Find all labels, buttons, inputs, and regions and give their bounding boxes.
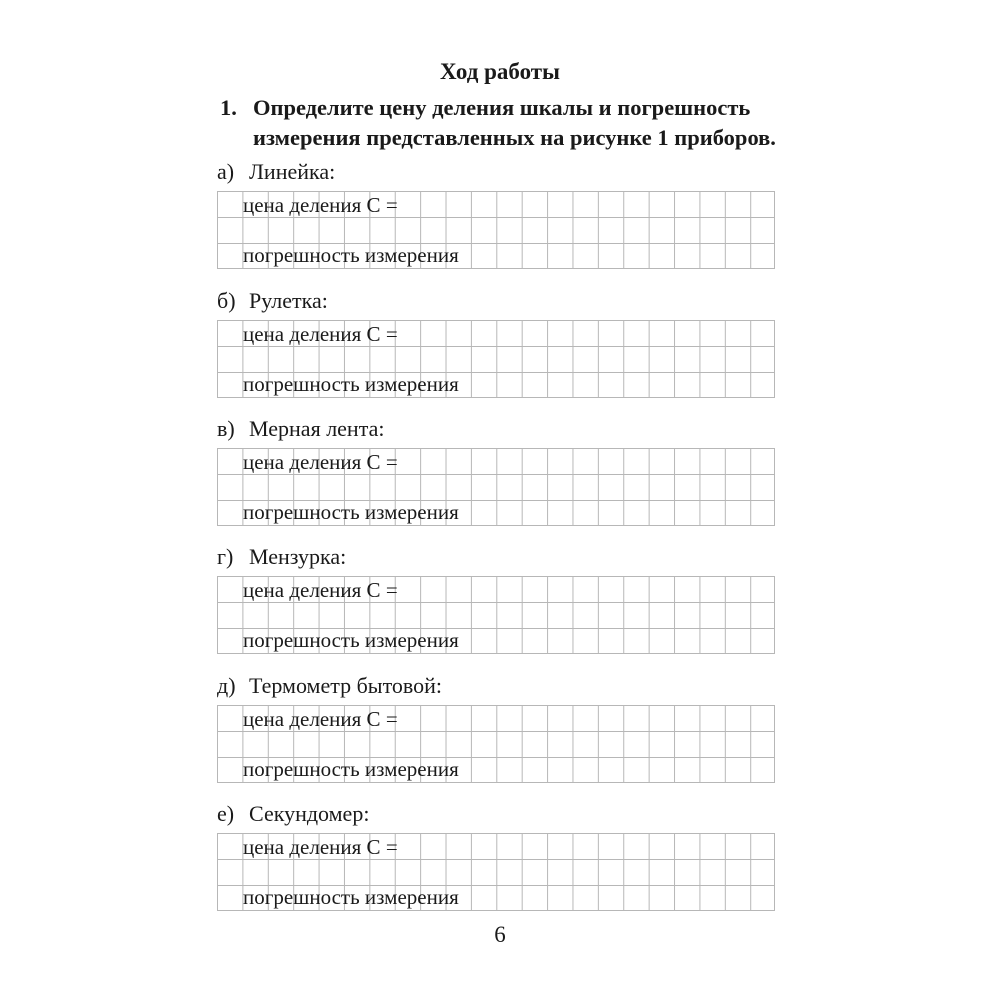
measurement-error-text: погрешность измерения <box>243 885 459 909</box>
task-1 <box>220 93 780 153</box>
item-label-thermometer <box>217 673 442 699</box>
measurement-error-text: погрешность измерения <box>243 757 459 781</box>
answer-grid-ruler[interactable] <box>217 191 775 269</box>
item-letter: б) <box>217 288 236 313</box>
page-number: 6 <box>494 922 506 947</box>
section-heading: Ход работы <box>439 59 561 84</box>
task-text: Определите цену деления шкалы и погрешность измерения представленных на рисунке 1 приборов. <box>253 95 776 150</box>
division-value-text: цена деления C = <box>243 322 398 346</box>
division-value-text: цена деления C = <box>243 193 398 217</box>
division-value-text: цена деления C = <box>243 835 398 859</box>
answer-grid-beaker[interactable] <box>217 576 775 654</box>
item-label-tape-measure <box>217 288 328 314</box>
item-label-beaker <box>217 544 346 570</box>
item-name: Мерная лента: <box>249 416 385 441</box>
measurement-error-text: погрешность измерения <box>243 500 459 524</box>
item-name: Термометр бытовой: <box>249 673 443 698</box>
measurement-error-text: погрешность измерения <box>243 372 459 396</box>
division-value-text: цена деления C = <box>243 707 398 731</box>
item-label-measuring-tape <box>217 416 384 442</box>
item-letter: д) <box>217 673 236 698</box>
item-name: Линейка: <box>249 159 336 184</box>
division-value-text: цена деления C = <box>243 578 398 602</box>
answer-grid-tape-measure[interactable] <box>217 320 775 398</box>
item-letter: е) <box>217 801 235 826</box>
item-letter: г) <box>217 544 234 569</box>
answer-grid-measuring-tape[interactable] <box>217 448 775 526</box>
item-name: Рулетка: <box>249 288 328 313</box>
item-name: Секундомер: <box>249 801 370 826</box>
item-label-stopwatch <box>217 801 369 827</box>
item-label-ruler <box>217 159 335 185</box>
measurement-error-text: погрешность измерения <box>243 243 459 267</box>
task-number: 1. <box>220 95 237 120</box>
item-letter: а) <box>217 159 235 184</box>
item-name: Мензурка: <box>249 544 347 569</box>
division-value-text: цена деления C = <box>243 450 398 474</box>
item-letter: в) <box>217 416 235 441</box>
answer-grid-stopwatch[interactable] <box>217 833 775 911</box>
answer-grid-thermometer[interactable] <box>217 705 775 783</box>
measurement-error-text: погрешность измерения <box>243 628 459 652</box>
